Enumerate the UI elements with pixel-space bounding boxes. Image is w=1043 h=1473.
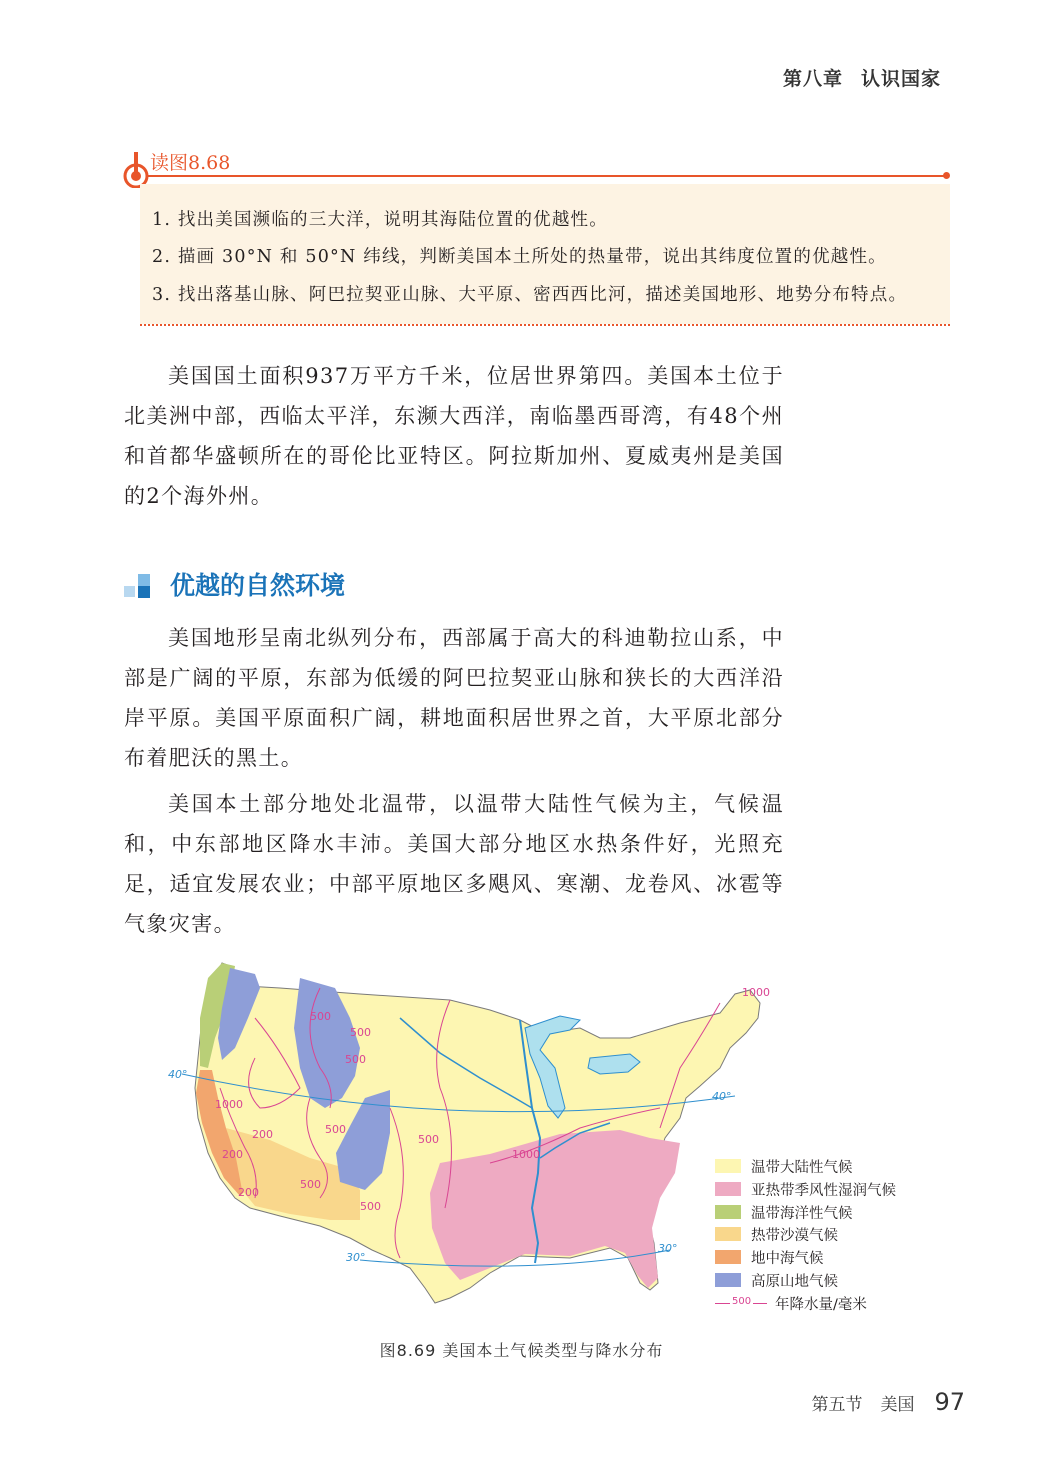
isohyet-label: 200	[238, 1186, 259, 1199]
legend-swatch	[715, 1227, 741, 1241]
footer-section: 第五节	[811, 1395, 863, 1415]
legend-swatch	[715, 1205, 741, 1219]
read-figure-box	[122, 148, 950, 330]
read-box-dotted-border	[140, 324, 950, 326]
legend-label: 地中海气候	[751, 1251, 824, 1268]
lat-label-30-right: 30°	[658, 1242, 678, 1255]
legend-label: 温带大陆性气候	[751, 1160, 853, 1176]
legend-label: 温带海洋性气候	[751, 1205, 853, 1222]
legend-isohyet-value: 500	[732, 1295, 752, 1307]
page-number: 97	[934, 1388, 965, 1416]
section-marker-icon-part	[138, 586, 150, 598]
section-marker-icon	[124, 586, 135, 597]
isohyet-label: 500	[310, 1010, 331, 1023]
legend-label: 亚热带季风性湿润气候	[751, 1182, 896, 1199]
lat-label-40-left: 40°	[168, 1068, 188, 1081]
footer-section-title: 美国	[880, 1395, 915, 1415]
isohyet-label: 200	[222, 1148, 243, 1161]
chapter-number: 第八章	[782, 68, 843, 90]
read-box-body	[140, 184, 950, 324]
isohyet-label: 200	[252, 1128, 273, 1141]
legend-label: 年降水量/毫米	[775, 1296, 867, 1313]
isohyet-label: 500	[345, 1053, 366, 1066]
legend-swatch	[715, 1159, 741, 1173]
paragraph-terrain: 美国地形呈南北纵列分布，西部属于高大的科迪勒拉山系，中部是广阔的平原，东部为低缓的阿巴拉契亚山脉和狭长的大西洋沿岸平原。美国平原面积广阔，耕地面积居世界之首，大平原北部分布着肥沃的黑土。	[124, 626, 784, 770]
legend-label: 高原山地气候	[751, 1273, 838, 1290]
isohyet-label: 1000	[742, 986, 770, 999]
legend-swatch	[715, 1273, 741, 1287]
isohyet-label: 500	[300, 1178, 321, 1191]
figure-caption: 图8.69 美国本土气候类型与降水分布	[379, 1341, 664, 1360]
page-footer	[811, 1388, 965, 1416]
paragraph-territory: 美国国土面积937万平方千米，位居世界第四。美国本土位于北美洲中部，西临太平洋，东濒大西洋，南临墨西哥湾，有48个州和首都华盛顿所在的哥伦比亚特区。阿拉斯加州、夏威夷州是美国的2个海外州。	[124, 364, 784, 508]
read-box-rule-dot	[943, 172, 950, 179]
isohyet-label: 500	[360, 1200, 381, 1213]
isohyet-label: 500	[418, 1133, 439, 1146]
isohyet-label: 500	[350, 1026, 371, 1039]
isohyet-label: 1000	[215, 1098, 243, 1111]
section-title: 优越的自然环境	[170, 571, 346, 600]
legend-swatch	[715, 1182, 741, 1196]
legend-label: 热带沙漠气候	[751, 1228, 838, 1245]
read-box-title: 读图8.68	[150, 152, 231, 174]
read-item-1: 1. 找出美国濒临的三大洋，说明其海陆位置的优越性。	[152, 210, 608, 230]
legend-swatch	[715, 1250, 741, 1264]
chapter-header	[783, 64, 941, 91]
chapter-title: 认识国家	[860, 68, 941, 90]
isohyet-label: 500	[325, 1123, 346, 1136]
lat-label-30-left: 30°	[346, 1251, 366, 1264]
read-box-rule	[146, 175, 944, 177]
read-item-2: 2. 描画 30°N 和 50°N 纬线，判断美国本土所处的热量带，说出其纬度位置的优越性。	[152, 247, 887, 267]
isohyet-label: 1000	[512, 1148, 540, 1161]
lat-label-40-right: 40°	[712, 1090, 732, 1103]
read-logo-icon	[122, 150, 152, 188]
section-marker-icon-part	[138, 574, 150, 586]
paragraph-climate: 美国本土部分地处北温带，以温带大陆性气候为主，气候温和，中东部地区降水丰沛。美国大部分地区水热条件好，光照充足，适宜发展农业；中部平原地区多飓风、寒潮、龙卷风、冰雹等气象灾害。	[124, 792, 784, 936]
read-item-3: 3. 找出落基山脉、阿巴拉契亚山脉、大平原、密西西比河，描述美国地形、地势分布特点。	[152, 285, 908, 305]
